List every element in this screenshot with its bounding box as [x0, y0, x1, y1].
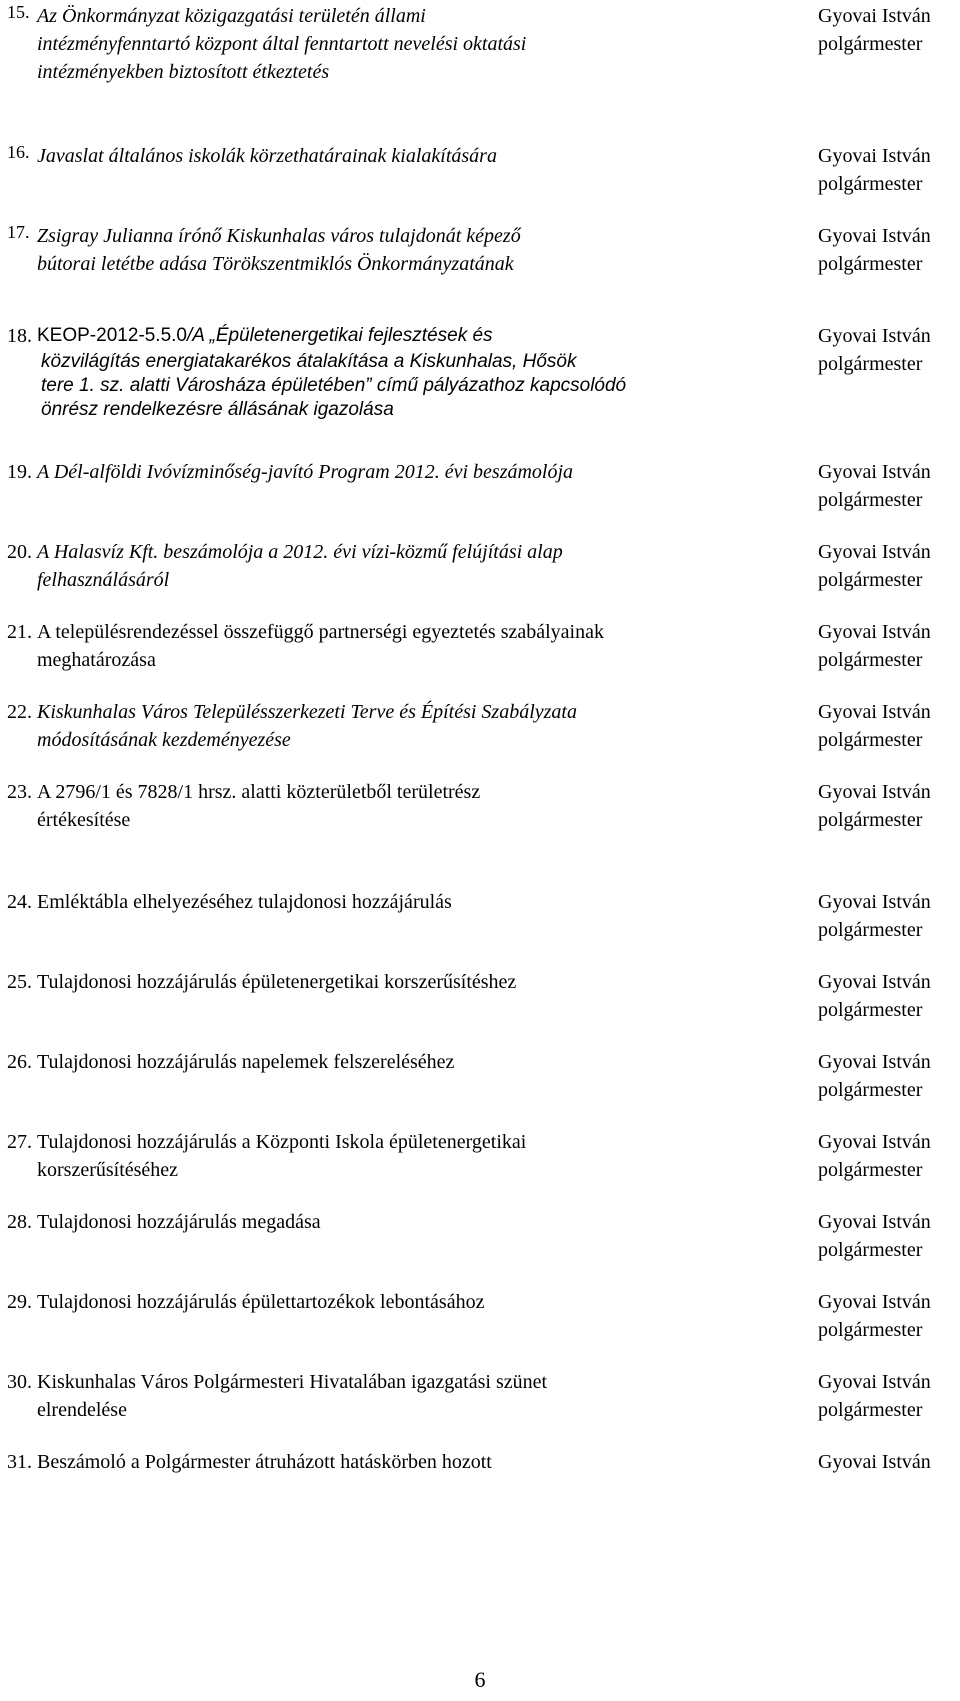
agenda-item-title-line: felhasználásáról: [37, 569, 170, 591]
agenda-item-title-line: módosításának kezdeményezése: [37, 729, 291, 751]
agenda-item-title-line: korszerűsítéséhez: [37, 1159, 179, 1181]
agenda-item-title: [37, 222, 749, 278]
agenda-item-title-line: értékesítése: [37, 809, 131, 831]
agenda-item-title: [37, 142, 749, 170]
presenter-name: Gyovai István: [818, 461, 931, 483]
agenda-item-number: 23.: [7, 781, 32, 803]
agenda-item-title: [37, 458, 749, 486]
presenter-role: polgármester: [818, 353, 923, 375]
presenter-role: polgármester: [818, 1399, 923, 1421]
presenter-name: Gyovai István: [818, 891, 931, 913]
presenter-role: polgármester: [818, 253, 923, 275]
agenda-item-title-line: [37, 322, 749, 350]
presenter-role: polgármester: [818, 33, 923, 55]
agenda-item-title: [37, 618, 749, 674]
agenda-item-number: 25.: [7, 971, 32, 993]
agenda-item-title-line: A 2796/1 és 7828/1 hrsz. alatti közterületből területrész: [37, 781, 481, 803]
agenda-item-title: [37, 1048, 749, 1076]
agenda-item-title: [37, 888, 749, 916]
agenda-item-number: 16.: [7, 142, 30, 162]
agenda-item-presenter: [818, 458, 958, 514]
presenter-role: polgármester: [818, 1079, 923, 1101]
agenda-item-title-line: intézményfenntartó központ által fenntartott nevelési oktatási: [37, 33, 527, 55]
agenda-item-number: 22.: [7, 701, 32, 723]
agenda-item-title: [37, 778, 749, 834]
agenda-item-title: [37, 698, 749, 754]
agenda-item-presenter: [818, 778, 958, 834]
presenter-name: Gyovai István: [818, 1051, 931, 1073]
agenda-item-presenter: [818, 1368, 958, 1424]
page-number: 6: [474, 1667, 486, 1692]
agenda-item-title-line: Kiskunhalas Város Polgármesteri Hivatalában igazgatási szünet: [37, 1371, 548, 1393]
presenter-role: polgármester: [818, 489, 923, 511]
agenda-item-presenter: [818, 1288, 958, 1344]
agenda-item-presenter: [818, 1208, 958, 1264]
presenter-name: Gyovai István: [818, 781, 931, 803]
agenda-item-title-line: A településrendezéssel összefüggő partnerségi egyeztetés szabályainak: [37, 621, 604, 643]
agenda-item-title: [37, 1128, 749, 1184]
presenter-name: Gyovai István: [818, 621, 931, 643]
presenter-name: Gyovai István: [818, 971, 931, 993]
presenter-name: Gyovai István: [818, 1131, 931, 1153]
agenda-item-presenter: [818, 142, 958, 198]
agenda-item-title-line: Tulajdonosi hozzájárulás napelemek felszereléséhez: [37, 1051, 455, 1073]
agenda-item-title-line: tere 1. sz. alatti Városháza épületében” című pályázathoz kapcsolódó: [41, 375, 627, 396]
presenter-name: Gyovai István: [818, 1211, 931, 1233]
agenda-item-presenter: [818, 322, 958, 378]
agenda-item-title: [37, 322, 749, 422]
presenter-role: polgármester: [818, 999, 923, 1021]
presenter-role: polgármester: [818, 1159, 923, 1181]
agenda-item-title-line: Zsigray Julianna írónő Kiskunhalas város tulajdonát képező: [37, 225, 521, 247]
agenda-item-number: 26.: [7, 1051, 32, 1073]
presenter-name: Gyovai István: [818, 5, 931, 27]
presenter-name: Gyovai István: [818, 701, 931, 723]
agenda-item-title-line: Emléktábla elhelyezéséhez tulajdonosi hozzájárulás: [37, 891, 452, 913]
agenda-item-number: 19.: [7, 461, 32, 483]
agenda-item-number: 21.: [7, 621, 32, 643]
agenda-item-title-line: közvilágítás energiatakarékos átalakítása a Kiskunhalas, Hősök: [41, 351, 577, 372]
agenda-item-number: 29.: [7, 1291, 32, 1313]
agenda-item-title: [37, 1448, 749, 1476]
agenda-item-title-line: Az Önkormányzat közigazgatási területén állami: [37, 5, 426, 27]
agenda-item-title-line: Tulajdonosi hozzájárulás a Központi Iskola épületenergetikai: [37, 1131, 527, 1153]
agenda-item-title-line: intézményekben biztosított étkeztetés: [37, 61, 330, 83]
agenda-item-title-line: elrendelése: [37, 1399, 127, 1421]
agenda-item-presenter: [818, 222, 958, 278]
agenda-item-number: 28.: [7, 1211, 32, 1233]
agenda-item-presenter: [818, 888, 958, 944]
agenda-item-title: [37, 968, 749, 996]
presenter-name: Gyovai István: [818, 225, 931, 247]
presenter-role: polgármester: [818, 729, 923, 751]
agenda-item-title-line: bútorai letétbe adása Törökszentmiklós Önkormányzatának: [37, 253, 514, 275]
agenda-item-title-line: Tulajdonosi hozzájárulás megadása: [37, 1211, 321, 1233]
agenda-item-presenter: [818, 1048, 958, 1104]
agenda-item-number: 20.: [7, 541, 32, 563]
agenda-item-title-line: meghatározása: [37, 649, 156, 671]
presenter-role: polgármester: [818, 1239, 923, 1261]
agenda-item-presenter: [818, 1128, 958, 1184]
presenter-name: Gyovai István: [818, 1291, 931, 1313]
agenda-item-number: 24.: [7, 891, 32, 913]
presenter-role: polgármester: [818, 919, 923, 941]
presenter-role: polgármester: [818, 569, 923, 591]
agenda-item-presenter: [818, 538, 958, 594]
agenda-item-number: 17.: [7, 222, 30, 242]
presenter-name: Gyovai István: [818, 541, 931, 563]
agenda-item-title: [37, 538, 749, 594]
agenda-item-number: 15.: [7, 2, 30, 22]
agenda-item-title-line: Kiskunhalas Város Településszerkezeti Terve és Építési Szabályzata: [37, 701, 577, 723]
agenda-item-code: KEOP-2012-5.5.0: [37, 325, 187, 346]
agenda-item-title: [37, 1288, 749, 1316]
presenter-name: Gyovai István: [818, 1371, 931, 1393]
agenda-item-presenter: [818, 968, 958, 1024]
agenda-item-title: [37, 2, 749, 86]
agenda-item-number: 31.: [7, 1451, 32, 1473]
presenter-name: Gyovai István: [818, 145, 931, 167]
agenda-item-presenter: [818, 698, 958, 754]
agenda-item-title: [37, 1208, 749, 1236]
agenda-item-title-line: önrész rendelkezésre állásának igazolása: [41, 399, 394, 420]
agenda-item-title-line: Tulajdonosi hozzájárulás épülettartozékok lebontásához: [37, 1291, 485, 1313]
agenda-item-title-line: Beszámoló a Polgármester átruházott hatáskörben hozott: [37, 1451, 492, 1473]
agenda-item-number: 27.: [7, 1131, 32, 1153]
agenda-item-number: 18.: [7, 325, 32, 347]
agenda-item-title-line: Javaslat általános iskolák körzethatárainak kialakítására: [37, 145, 497, 167]
presenter-role: polgármester: [818, 649, 923, 671]
agenda-item-title-line: A Halasvíz Kft. beszámolója a 2012. évi vízi-közmű felújítási alap: [37, 541, 563, 563]
agenda-item-title-line: A Dél-alföldi Ivóvízminőség-javító Program 2012. évi beszámolója: [37, 461, 574, 483]
agenda-item-presenter: [818, 1448, 958, 1476]
presenter-role: polgármester: [818, 1319, 923, 1341]
agenda-item-presenter: [818, 2, 958, 58]
presenter-role: polgármester: [818, 809, 923, 831]
agenda-item-number: 30.: [7, 1371, 32, 1393]
agenda-item-title: [37, 1368, 749, 1424]
presenter-role: polgármester: [818, 173, 923, 195]
agenda-item-title-text: /A „Épületenergetikai fejlesztések és: [186, 325, 493, 346]
agenda-item-presenter: [818, 618, 958, 674]
presenter-name: Gyovai István: [818, 1451, 931, 1473]
presenter-name: Gyovai István: [818, 325, 931, 347]
agenda-item-title-line: Tulajdonosi hozzájárulás épületenergetikai korszerűsítéshez: [37, 971, 517, 993]
